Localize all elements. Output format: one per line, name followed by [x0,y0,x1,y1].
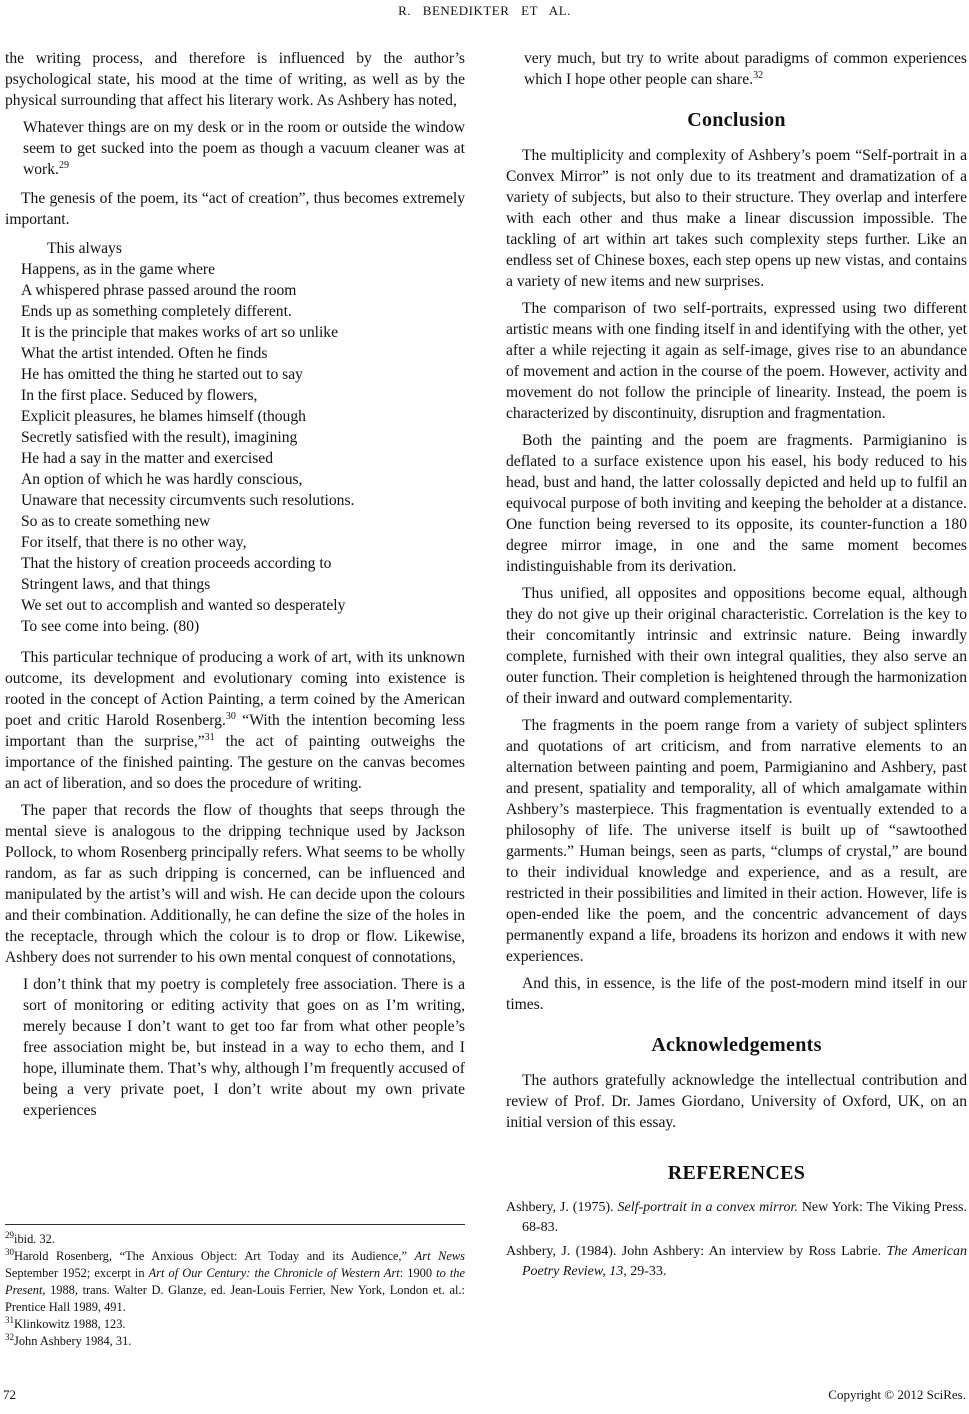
quote-text: I don’t think that my poetry is completely free association. There is a sort of monitoring or editing activity that goes on as I’m writing, merely because I don’t want to get too far from what other people’s free association might be, but instead in a way to echo them, and I hope, illuminate them. That’s why, although I’m frequently accused of being a very private poet, I don’t write about my own private experiences [23,976,465,1119]
left-column [5,48,465,1129]
poem-line: A whispered phrase passed around the room [21,282,297,299]
right-column [506,48,967,1286]
footnote-text: September 1952; excerpt in [5,1266,149,1280]
poem-line: Ends up as something completely different. [21,303,292,320]
paragraph: The authors gratefully acknowledge the intellectual contribution and review of Prof. Dr. James Giordano, University of Oxford, UK, on an initial version of this essay. [506,1072,967,1131]
poem-line: What the artist intended. Often he finds [21,345,268,362]
paragraph: Thus unified, all opposites and oppositions become equal, although they do not give up their original characteristic. Correlation is the key to their concomitantly intrinsic and extrinsic nature. Being inwardly complete, furnished with their own integral qualities, they also serve an outer function. Their completion is heightened through the harmonization of their inward and outward complementarity. [506,585,967,707]
poem-line: So as to create something new [21,513,211,530]
quote-text [23,117,465,180]
footnote-italic: Art News [414,1249,466,1263]
ref-text: Ashbery, J. (1975). [506,1200,618,1215]
paragraph: the writing process, and therefore is influenced by the author’s psychological state, his mood at the time of writing, as well as by the physical surrounding that affect his literary work. As Ashbery has noted, [5,50,465,109]
footnote-number: 31 [5,1314,14,1325]
footnote-text: Klinkowitz 1988, 123. [14,1317,126,1331]
poem-line: For itself, that there is no other way, [21,534,247,551]
poem-line: To see come into being. (80) [21,618,200,635]
footnote-number: 32 [5,1331,14,1342]
paragraph: The multiplicity and complexity of Ashbery’s poem “Self-portrait in a Convex Mirror” is not only due to its treatment and dramatization of a variety of subjects, but also to their structure. They overlap and interfere with each other and thus make a linear discussion impossible. The tackling of art within art takes such complexity steps further. Like an endless set of Chinese boxes, each step opens up new vistas, and contains a variety of new items and new surprises. [506,147,967,290]
footnote-ref: 30 [225,710,236,722]
paragraph: The paper that records the flow of thoughts that seeps through the mental sieve is analogous to the dripping technique used by Jackson Pollock, to whom Rosenberg principally refers. What seems to be wholly random, as far as such dripping is concerned, can be influenced and manipulated by the artist’s will and wish. He can decide upon the colours and their combination. Additionally, he can define the size of the holes in the receptacle, through which the colour is to drop or flow. Likewise, Ashbery does not surrender to his own mental conquest of connotations, [5,802,465,966]
footnote-text: : 1900 [399,1266,437,1280]
footnote-number: 30 [5,1246,14,1257]
block-quote-continued [524,48,967,90]
quote-body: Whatever things are on my desk or in the room or outside the window seem to get sucked into the poem as though a vacuum cleaner was at work. [23,119,465,178]
poem-line: Secretly satisfied with the result), imagining [21,429,298,446]
section-heading-conclusion: Conclusion [687,109,786,131]
poem-line: Happens, as in the game where [21,261,215,278]
text-run: the act of painting outweighs the importance of the finished painting. The gesture on the canvas becomes an act of liberation, and so does the procedure of writing. [5,733,465,792]
poem-excerpt [21,238,465,637]
footnote-ref: 29 [58,159,69,171]
ref-text: New York: The Viking Press. 68-83. [522,1200,967,1235]
poem-line: This always [47,240,122,257]
footnote-text: Harold Rosenberg, “The Anxious Object: Art Today and its Audience,” [14,1249,415,1263]
quote-text [524,48,967,90]
ref-text: Ashbery, J. (1984). John Ashbery: An interview by Ross Labrie. [506,1244,887,1259]
section-heading-acknowledgements: Acknowledgements [651,1034,822,1056]
poem-line: Explicit pleasures, he blames himself (though [21,408,306,425]
reference-list [506,1198,967,1282]
paragraph: The fragments in the poem range from a variety of subject splinters and quotations of art criticism, and from narrative elements to an alternation between painting and poem, Parmigianino and Ashbery, past and present, spatiality and temporality, all of which amalgamate within Ashbery’s masterpiece. This fragmentation is eventually extended to a philosophy of life. The universe itself is built up of “sawtoothed garments.” Human beings, seen as parts, “clumps of crystal,” are bound to their individual knowledge and experience, and as a result, are restricted in their possibilities and limited in their action. However, life is open-ended like the poem, and the concentric advancement of days permanently expand a life, broadens its horizon and endows it with new experiences. [506,717,967,965]
footnote-ref: 31 [204,731,215,743]
footnote-italic: to the Present [5,1266,465,1297]
section-heading-references: REFERENCES [667,1162,806,1184]
footnote-text: John Ashbery 1984, 31. [14,1334,132,1348]
poem-line: We set out to accomplish and wanted so desperately [21,597,346,614]
ref-title: Self-portrait in a convex mirror. [617,1200,798,1215]
text-run: “With the intention becoming less important than the surprise,” [5,712,465,750]
footnote-text: ibid. 32. [14,1232,55,1246]
poem-line: Stringent laws, and that things [21,576,211,593]
footnote-number: 29 [5,1229,14,1240]
footnote [5,1333,465,1350]
block-quote [23,974,465,1121]
footnotes [5,1224,465,1350]
poem-line: He had a say in the matter and exercised [21,450,273,467]
ref-text: 29-33. [626,1264,667,1279]
paragraph [5,647,465,794]
paragraph: The comparison of two self-portraits, expressed using two different artistic means with one finding itself in and identifying with the other, yet after a while rejecting it again as self-image, gives rise to an abundance of movement and action in the course of the poem. However, activity and movement do not follow the principle of linearity. Instead, the poem is characterized by discontinuity, disruption and fragmentation. [506,300,967,422]
poem-line: It is the principle that makes works of art so unlike [21,324,338,341]
poem-line: An option of which he was hardly conscious, [21,471,303,488]
footnote-ref: 32 [753,69,764,81]
footnote [5,1316,465,1333]
footnote-text: , 1988, trans. Walter D. Glanze, ed. Jean-Louis Ferrier, New York, London et. al.: Prentice Hall 1989, 491. [5,1283,465,1314]
running-head: R. BENEDIKTER ET AL. [398,3,571,18]
footnote [5,1248,465,1316]
footnote-italic: Art of Our Century: the Chronicle of Western Art [148,1266,400,1280]
text-run: This particular technique of producing a work of art, with its unknown outcome, its development and evolutionary coming into existence is rooted in the concept of Action Painting, a term coined by the American poet and critic Harold Rosenberg. [5,649,465,729]
poem-line: That the history of creation proceeds according to [21,555,332,572]
poem-line: In the first place. Seduced by flowers, [21,387,258,404]
paragraph: And this, in essence, is the life of the post-modern mind itself in our times. [506,975,967,1013]
paragraph: The genesis of the poem, its “act of creation”, thus becomes extremely important. [5,190,465,228]
reference-item [506,1242,967,1282]
paragraph: Both the painting and the poem are fragments. Parmigianino is deflated to a surface existence upon his easel, his body reduced to his head, bust and hand, the latter colossally depicted and held up to fulfil an equivocal purpose of both inviting and keeping the beholder at a distance. One function being reversed to its opposite, its counter-function a 180 degree mirror image, in one and the same moment becomes indistinguishable from its derivation. [506,432,967,575]
block-quote [23,117,465,180]
page-number: 72 [3,1387,16,1402]
reference-item [506,1198,967,1238]
poem-line: He has omitted the thing he started out to say [21,366,303,383]
quote-body: very much, but try to write about paradigms of common experiences which I hope other people can share. [524,50,967,88]
copyright: Copyright © 2012 SciRes. [828,1387,966,1402]
ref-title: The American Poetry Review, 13, [522,1244,967,1279]
footnote [5,1231,465,1248]
poem-line: Unaware that necessity circumvents such resolutions. [21,492,355,509]
